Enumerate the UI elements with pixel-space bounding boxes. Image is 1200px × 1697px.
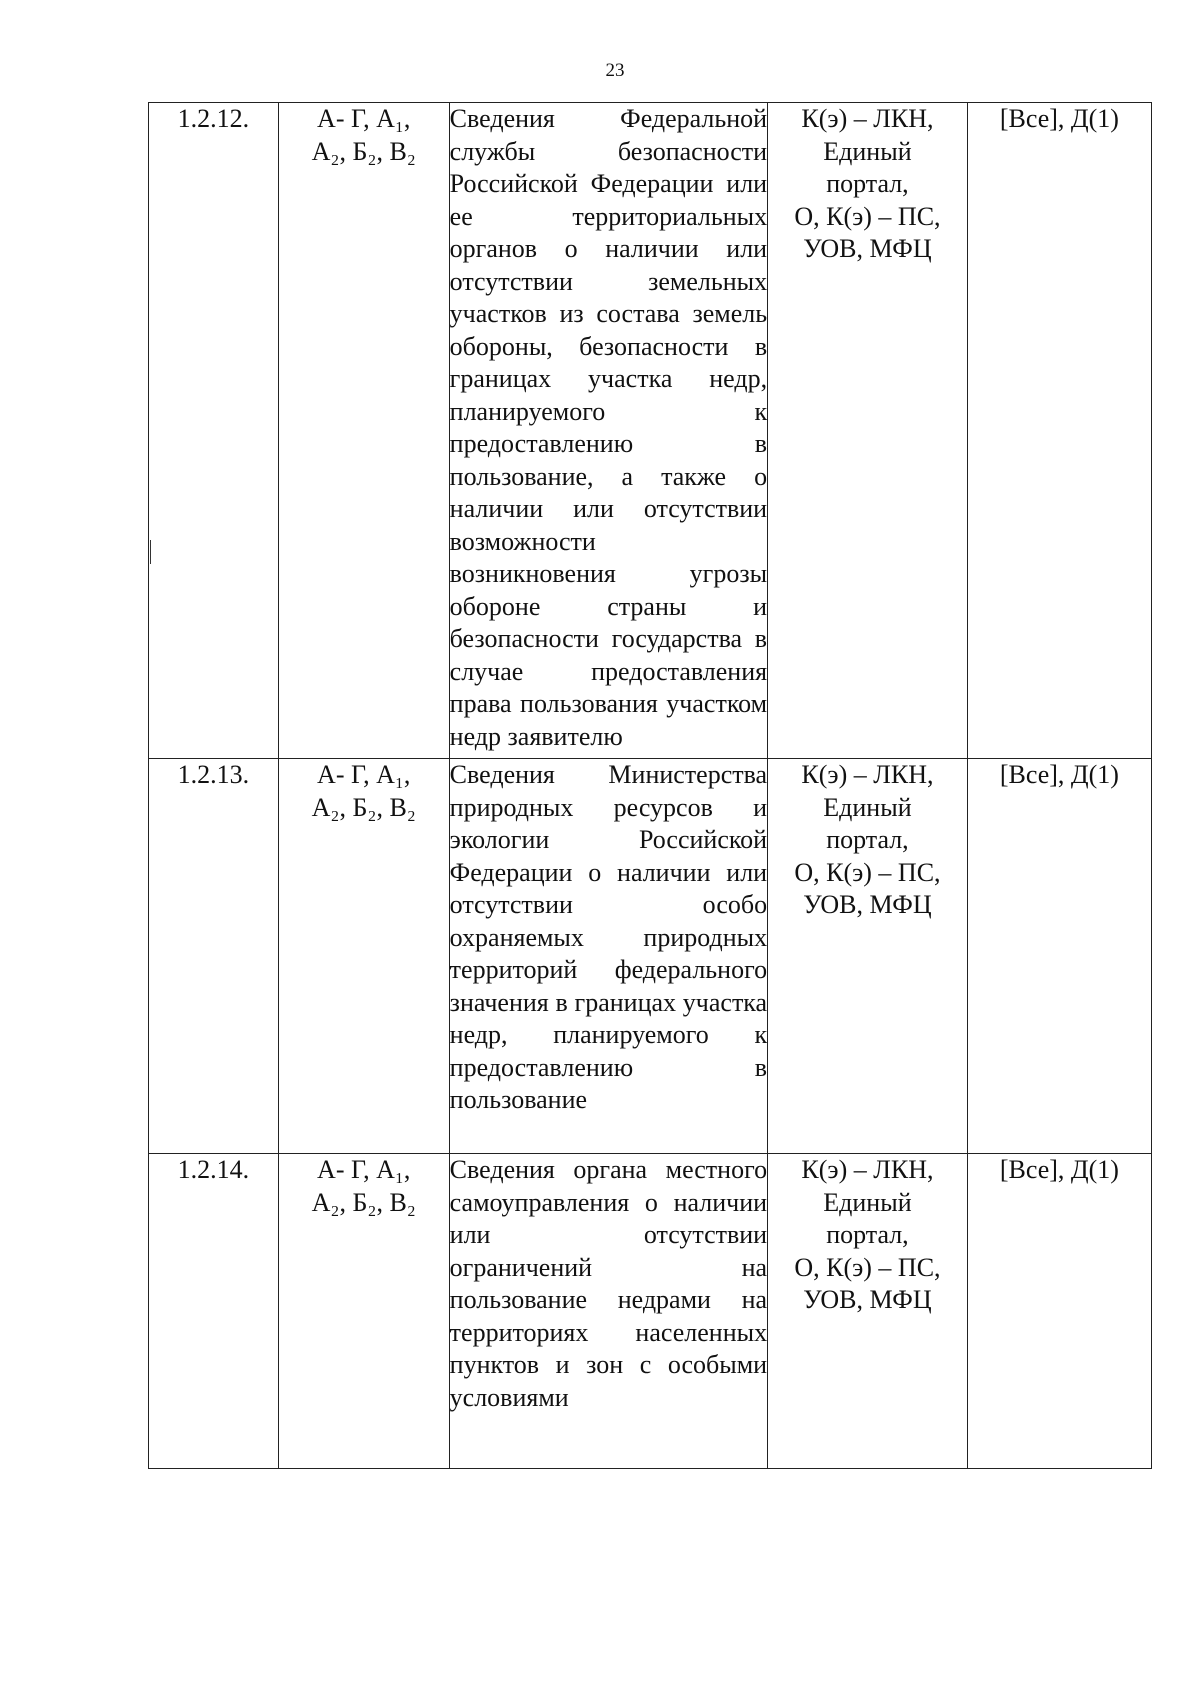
form-line: портал,: [826, 825, 909, 854]
page-number: 23: [605, 60, 625, 81]
categories-line: А₂, Б₂, В₂: [311, 136, 416, 166]
description-cell: Сведения Министерства природных ресурсов и экологии Российской Федерации о наличии или отсутствии особо охраняемых природных территорий федерального значения в границах участка недр, планируемого к предоставлению в пользование: [449, 759, 767, 1154]
categories-cell: [278, 759, 449, 1154]
form-line: портал,: [826, 1220, 909, 1249]
table-row: [149, 1154, 1152, 1469]
form-line: УОВ, МФЦ: [803, 890, 932, 919]
form-line: УОВ, МФЦ: [803, 234, 932, 263]
form-line: портал,: [826, 169, 909, 198]
categories-line: А- Г, А₁,: [317, 1155, 411, 1184]
applicants-cell: [Все], Д(1): [967, 759, 1151, 1154]
submission-form-cell: [768, 759, 968, 1154]
form-line: УОВ, МФЦ: [803, 1285, 932, 1314]
form-line: Единый: [823, 136, 912, 166]
form-line: Единый: [823, 1187, 912, 1217]
description-cell: Сведения органа местного самоуправления о наличии или отсутствии ограничений на пользование недрами на территориях населенных пунктов и зон с особыми условиями: [449, 1154, 767, 1469]
categories-line: А₂, Б₂, В₂: [311, 792, 416, 822]
form-line: К(э) – ЛКН,: [801, 1155, 934, 1184]
form-line: Единый: [823, 792, 912, 822]
categories-line: А₂, Б₂, В₂: [311, 1187, 416, 1217]
categories-cell: [278, 103, 449, 759]
requirements-table: [148, 102, 1152, 1469]
item-number-cell: 1.2.12.: [149, 103, 279, 759]
form-line: О, К(э) – ПС,: [794, 857, 941, 887]
categories-cell: [278, 1154, 449, 1469]
table-row: [149, 759, 1152, 1154]
item-number-cell: 1.2.13.: [149, 759, 279, 1154]
submission-form-cell: [768, 103, 968, 759]
description-cell: Сведения Федеральной службы безопасности Российской Федерации или ее территориальных органов о наличии или отсутствии земельных участков из состава земель обороны, безопасности в границах участка недр, планируемого к предоставлению в пользование, а также о наличии или отсутствии возможности возникновения угрозы обороне страны и безопасности государства в случае предоставления права пользования участком недр заявителю: [449, 103, 767, 759]
form-line: К(э) – ЛКН,: [801, 104, 934, 133]
applicants-cell: [Все], Д(1): [967, 103, 1151, 759]
categories-line: А- Г, А₁,: [317, 760, 411, 789]
form-line: О, К(э) – ПС,: [794, 201, 941, 231]
submission-form-cell: [768, 1154, 968, 1469]
form-line: К(э) – ЛКН,: [801, 760, 934, 789]
applicants-cell: [Все], Д(1): [967, 1154, 1151, 1469]
categories-line: А- Г, А₁,: [317, 104, 411, 133]
form-line: О, К(э) – ПС,: [794, 1252, 941, 1282]
item-number-cell: 1.2.14.: [149, 1154, 279, 1469]
table-row: [149, 103, 1152, 759]
